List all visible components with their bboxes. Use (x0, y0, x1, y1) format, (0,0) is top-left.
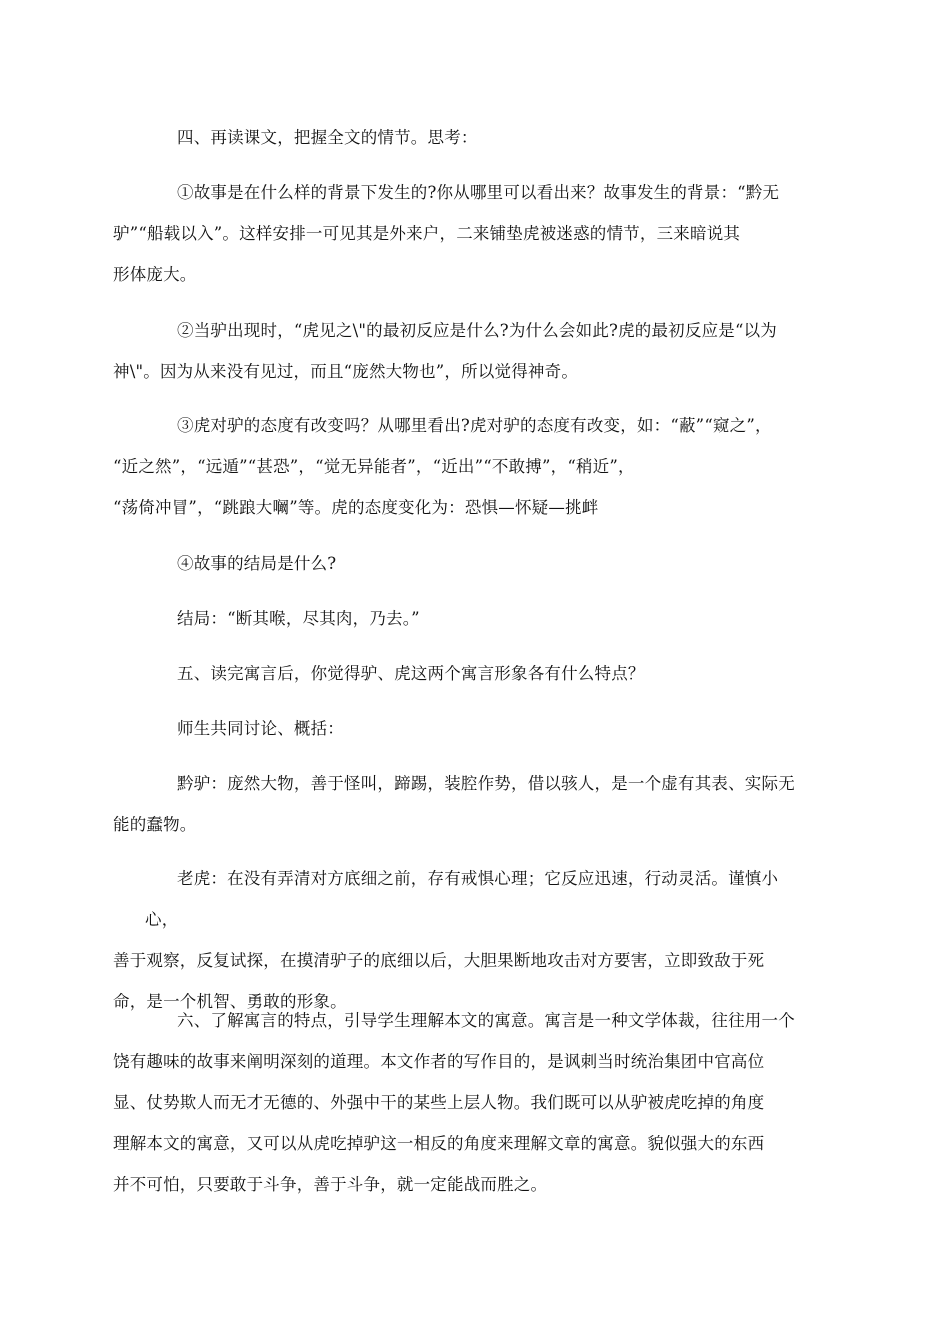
text-line: 结局：“断其喉，尽其肉，乃去。” (177, 609, 420, 628)
text-line: ④故事的结局是什么? (177, 554, 337, 573)
text-line: 理解本文的寓意，又可以从虎吃掉驴这一相反的角度来理解文章的寓意。貌似强大的东西 (113, 1134, 765, 1153)
paragraph-section-four (145, 117, 810, 158)
text-line: 形体庞大。 (113, 265, 197, 284)
text-line: 黔驴：庞然大物，善于怪叫，蹄踢，装腔作势，借以骇人，是一个虚有其表、实际无 (177, 774, 795, 793)
text-line: 老虎：在没有弄清对方底细之前，存有戒惧心理；它反应迅速，行动灵活。谨慎小心， (145, 869, 779, 929)
paragraph-question-two (113, 310, 810, 392)
text-line: 显、仗势欺人而无才无德的、外强中干的某些上层人物。我们既可以从驴被虎吃掉的角度 (113, 1093, 765, 1112)
text-line: 命，是一个机智、勇敢的形象。 (113, 992, 347, 1011)
text-line: 四、再读课文，把握全文的情节。思考： (177, 128, 478, 147)
paragraph-donkey (113, 763, 810, 845)
text-line: 并不可怕，只要敢于斗争，善于斗争，就一定能战而胜之。 (113, 1175, 548, 1194)
text-line: 能的蠢物。 (113, 815, 197, 834)
text-line: “荡倚冲冒”，“跳踉大㘎”等。虎的态度变化为：恐惧—怀疑—挑衅 (113, 498, 599, 517)
text-line: ③虎对驴的态度有改变吗？从哪里看出?虎对驴的态度有改变，如：“蔽”“窥之”， (177, 416, 772, 435)
paragraph-ending (145, 598, 810, 639)
text-line: 饶有趣味的故事来阐明深刻的道理。本文作者的写作目的，是讽刺当时统治集团中官高位 (113, 1052, 765, 1071)
paragraph-question-three (113, 405, 810, 528)
text-line: ①故事是在什么样的背景下发生的?你从哪里可以看出来？故事发生的背景：“黔无 (177, 183, 780, 202)
text-line: 五、读完寓言后，你觉得驴、虎这两个寓言形象各有什么特点？ (177, 664, 645, 683)
text-line: ②当驴出现时，“虎见之\"的最初反应是什么?为什么会如此?虎的最初反应是“以为 (177, 321, 778, 340)
text-line: 师生共同讨论、概括： (177, 719, 344, 738)
paragraph-question-one (113, 172, 810, 295)
text-line: 神\"。因为从来没有见过，而且“庞然大物也”，所以觉得神奇。 (113, 362, 579, 381)
paragraph-tiger (113, 858, 810, 1022)
paragraph-discussion (145, 708, 810, 749)
text-line: 六、了解寓言的特点，引导学生理解本文的寓意。寓言是一种文学体裁，往往用一个 (177, 1011, 795, 1030)
text-line: “近之然”，“远遁”“甚恐”，“觉无异能者”，“近出”“不敢搏”，“稍近”， (113, 457, 635, 476)
text-line: 善于观察，反复试探，在摸清驴子的底细以后，大胆果断地攻击对方要害，立即致敌于死 (113, 951, 765, 970)
text-line: 驴”“船载以入”。这样安排一可见其是外来户，二来铺垫虎被迷惑的情节，三来暗说其 (113, 224, 741, 243)
paragraph-question-four (145, 543, 810, 584)
paragraph-section-five (145, 653, 810, 694)
